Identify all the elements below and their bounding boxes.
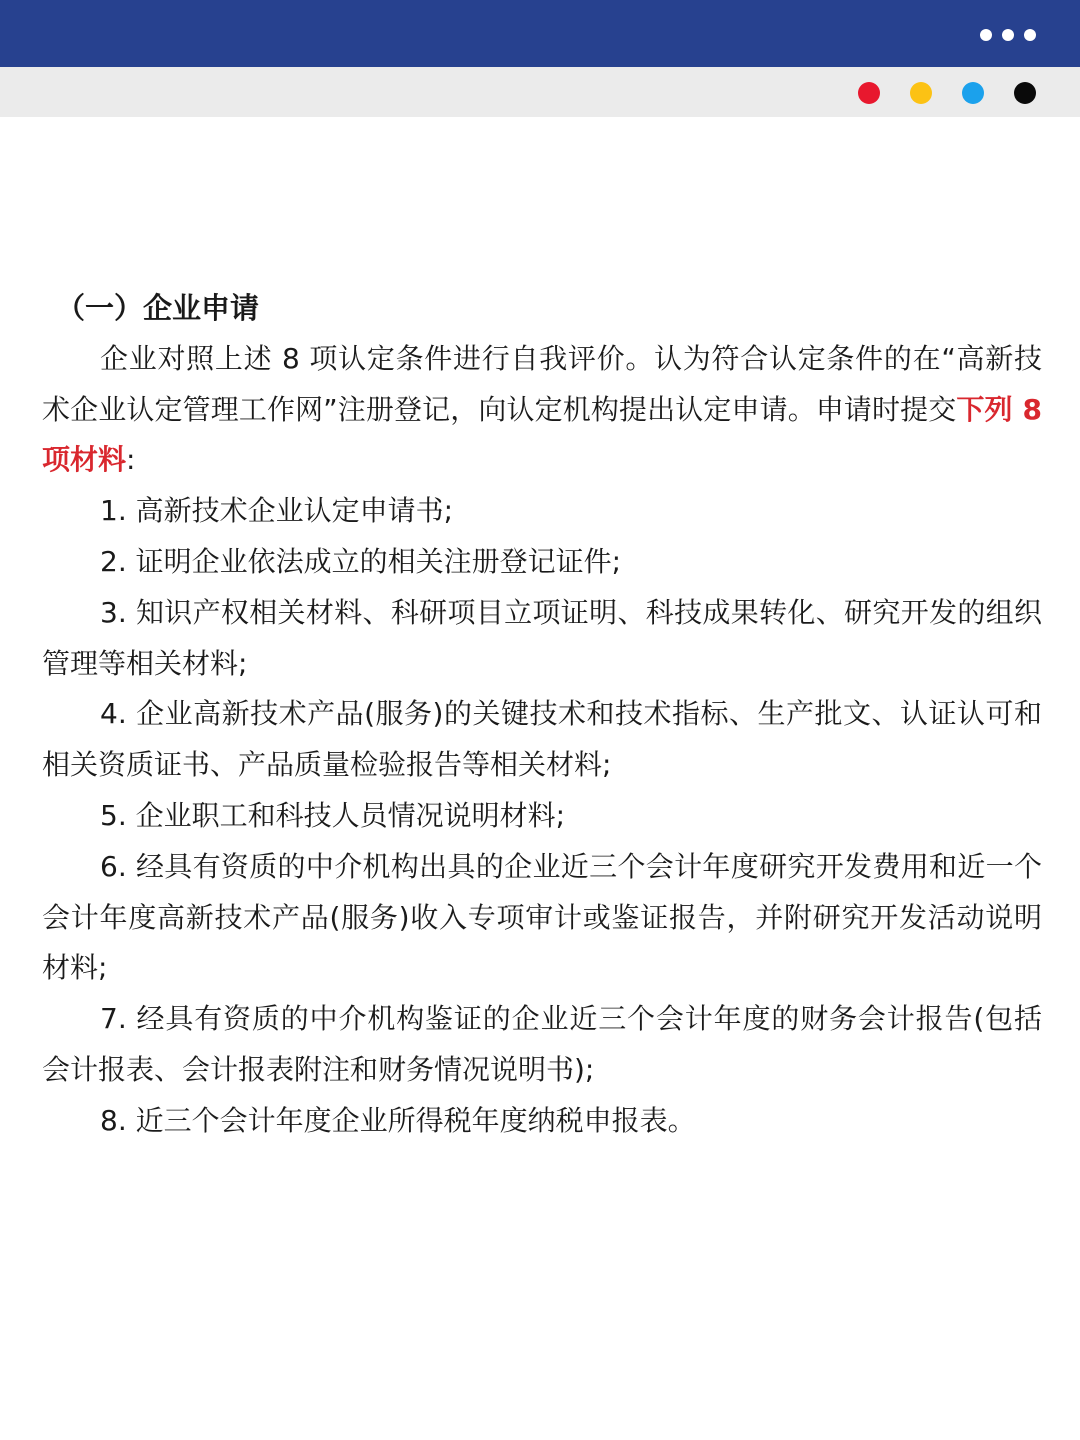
top-bar [0, 0, 1080, 67]
more-horizontal-icon[interactable] [980, 29, 1036, 41]
list-item: 5. 企业职工和科技人员情况说明材料; [100, 798, 566, 832]
list-item: 4. 企业高新技术产品(服务)的关键技术和技术指标、生产批文、认证认可和相关资质证书、产品质量检验报告等相关材料; [42, 697, 1042, 782]
menu-dot [1002, 29, 1014, 41]
blue-dot-icon [962, 82, 984, 104]
intro-highlight: 下列 8 项材料 [42, 392, 1042, 477]
intro-suffix: : [126, 443, 136, 477]
color-dots [858, 82, 1036, 104]
list-item: 1. 高新技术企业认定申请书; [100, 494, 454, 528]
list-item: 2. 证明企业依法成立的相关注册登记证件; [100, 544, 622, 578]
section-heading: （一）企业申请 [56, 291, 260, 325]
intro-paragraph [42, 334, 1042, 486]
document-body [42, 283, 1042, 1147]
red-dot-icon [858, 82, 880, 104]
intro-text: 企业对照上述 8 项认定条件进行自我评价。认为符合认定条件的在“高新技术企业认定管理工作网”注册登记，向认定机构提出认定申请。申请时提交 [42, 341, 1042, 426]
menu-dot [1024, 29, 1036, 41]
yellow-dot-icon [910, 82, 932, 104]
list-item: 8. 近三个会计年度企业所得税年度纳税申报表。 [100, 1103, 696, 1137]
black-dot-icon [1014, 82, 1036, 104]
menu-dot [980, 29, 992, 41]
list-item: 6. 经具有资质的中介机构出具的企业近三个会计年度研究开发费用和近一个会计年度高新技术产品(服务)收入专项审计或鉴证报告，并附研究开发活动说明材料; [42, 849, 1042, 985]
color-dot-bar [0, 67, 1080, 117]
list-item: 7. 经具有资质的中介机构鉴证的企业近三个会计年度的财务会计报告(包括会计报表、会计报表附注和财务情况说明书); [42, 1002, 1042, 1086]
list-item: 3. 知识产权相关材料、科研项目立项证明、科技成果转化、研究开发的组织管理等相关材料; [42, 595, 1042, 680]
